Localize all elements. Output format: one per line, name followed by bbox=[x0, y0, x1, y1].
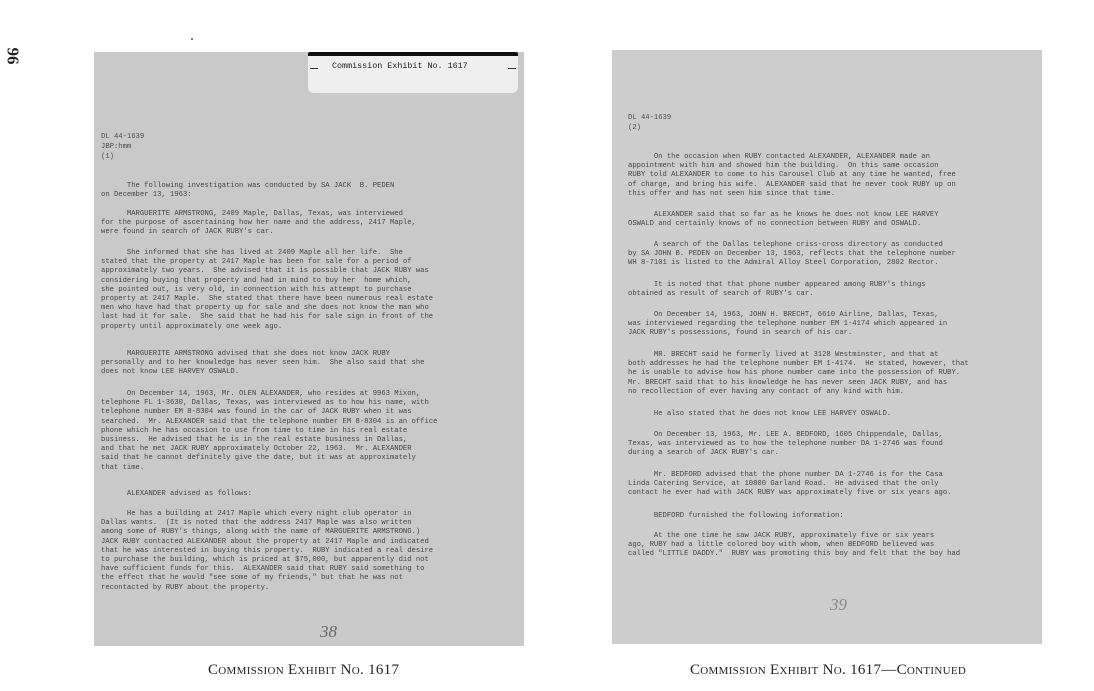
right-paragraph: BEDFORD furnished the following information: bbox=[628, 512, 844, 520]
right-header bbox=[628, 113, 671, 133]
left-paragraph: On December 14, 1963, Mr. OLEN ALEXANDER, who resides at 9963 Mixon, telephone FL 1-3630, Dallas, Texas, was interviewed as to how his name, with telephone number EM 8-8304 was found in the car of JACK RUBY when it was searched. Mr. ALEXANDER said that the telephone number EM 8-8304 is an office phone which he has occasion to use from time to time in his real estate business. He advised that he is in the real estate business in Dallas, and that he met JACK RUBY approximately October 22, 1963. Mr. ALEXANDER said that he cannot definitely give the date, but it was at approximately that time. bbox=[101, 390, 438, 472]
right-paragraph: MR. BRECHT said he formerly lived at 3128 Westminster, and that at both addresses he had the telephone number EM 1-4174. He stated, however, that he is unable to advise how his phone number came into the possession of RUBY. Mr. BRECHT said that to his knowledge he has never seen JACK RUBY, and has no recollection of ever having any contact of any kind with him. bbox=[628, 351, 969, 396]
right-paragraph: On December 14, 1963, JOHN H. BRECHT, 6610 Airline, Dallas, Texas, was interviewed regarding the telephone number EM 1-4174 which appeared in JACK RUBY's possessions, found in search of his car. bbox=[628, 311, 948, 338]
right-document-page bbox=[612, 50, 1042, 644]
right-paragraph: It is noted that that phone number appeared among RUBY's things obtained as result of search of RUBY's car. bbox=[628, 281, 926, 299]
exhibit-tab bbox=[308, 52, 518, 93]
left-paragraph: The following investigation was conducted by SA JACK B. PEDEN on December 13, 1963: bbox=[101, 182, 395, 200]
left-paragraph: ALEXANDER advised as follows: bbox=[101, 490, 252, 498]
page-index: (2) bbox=[628, 124, 641, 132]
left-document-page bbox=[94, 52, 524, 646]
print-speck bbox=[191, 38, 193, 40]
right-paragraph: Mr. BEDFORD advised that the phone number DA 1-2746 is for the Casa Linda Catering Service, at 10800 Garland Road. He advised that the only contact he ever had with JACK RUBY was approximately five or six years ago. bbox=[628, 471, 952, 498]
left-header bbox=[101, 132, 144, 162]
tab-dash-right bbox=[508, 68, 516, 69]
initials: JBP:hmm bbox=[101, 143, 132, 151]
right-caption: Commission Exhibit No. 1617—Continued bbox=[690, 662, 967, 678]
handwritten-page-number: 38 bbox=[320, 622, 337, 641]
left-paragraph: She informed that she has lived at 2409 Maple all her life. She stated that the property at 2417 Maple has been for sale for a period of approximately two years. She advised that it is possible that JACK RUBY was considering buying that property and had in mind to buy her home which, she pointed out, is very old, in connection with his attempt to purchase property at 2417 Maple. She stated that there have been numerous real estate men who have had that property up for sale and she does not know the man who last had it for sale. She said that he had his for sale sign in front of the property until approximately one week ago. bbox=[101, 249, 434, 331]
right-paragraph: On the occasion when RUBY contacted ALEXANDER, ALEXANDER made an appointment with him and showed him the building. On this same occasion RUBY told ALEXANDER to come to his Carousel Club at any time he wanted, free of charge, and bring his wife. ALEXANDER said that he never took RUBY up on this offer and has not seen him since that time. bbox=[628, 153, 956, 198]
file-number: DL 44-1639 bbox=[101, 133, 145, 141]
exhibit-tab-label: Commission Exhibit No. 1617 bbox=[332, 61, 468, 71]
left-caption: Commission Exhibit No. 1617 bbox=[208, 662, 400, 678]
right-paragraph: He also stated that he does not know LEE HARVEY OSWALD. bbox=[628, 410, 892, 418]
page-index: (1) bbox=[101, 153, 114, 161]
right-paragraph: A search of the Dallas telephone criss-cross directory as conducted by SA JOHN B. PEDEN on December 13, 1963, reflects that the telephone number WH 8-7101 is listed to the Admiral Alloy Steel Corporation, 2802 Rector. bbox=[628, 241, 956, 268]
left-paragraph: MARGUERITE ARMSTRONG advised that she does not know JACK RUBY personally and to her knowledge has never seen him. She also said that she does not know LEE HARVEY OSWALD. bbox=[101, 350, 425, 377]
tab-dash-left bbox=[310, 68, 318, 69]
left-paragraph: MARGUERITE ARMSTRONG, 2409 Maple, Dallas, Texas, was interviewed for the purpose of ascertaining how her name and the address, 2417 Maple, were found in search of JACK RUBY's car. bbox=[101, 210, 416, 237]
left-paragraph: He has a building at 2417 Maple which every night club operator in Dallas wants. (It is noted that the address 2417 Maple was also written among some of RUBY's things, along with the name of MARGUERITE ARMSTRONG.) JACK RUBY contacted ALEXANDER about the property at 2417 Maple and indicated that he was interested in buying this property. RUBY indicated a real desire to purchase the building, which is priced at $75,000, but apparently did not have sufficient funds for this. ALEXANDER said that RUBY said something to the effect that he would "see some of my friends," but that he was not recontacted by RUBY about the property. bbox=[101, 510, 434, 592]
handwritten-page-number: 39 bbox=[830, 595, 847, 614]
page-number: 96 bbox=[3, 47, 23, 65]
right-paragraph: On December 13, 1963, Mr. LEE A. BEDFORD, 1605 Chippendale, Dallas, Texas, was interviewed as to how the telephone number DA 1-2746 was found during a search of JACK RUBY's car. bbox=[628, 431, 943, 458]
right-paragraph: At the one time he saw JACK RUBY, approximately five or six years ago, RUBY had a little colored boy with whom, when BEDFORD believed was called "LITTLE DADDY." RUBY was promoting this boy and felt that the boy had bbox=[628, 532, 961, 559]
right-paragraph: ALEXANDER said that so far as he knows he does not know LEE HARVEY OSWALD and certainly knows of no connection between RUBY and OSWALD. bbox=[628, 211, 939, 229]
file-number: DL 44-1639 bbox=[628, 114, 672, 122]
